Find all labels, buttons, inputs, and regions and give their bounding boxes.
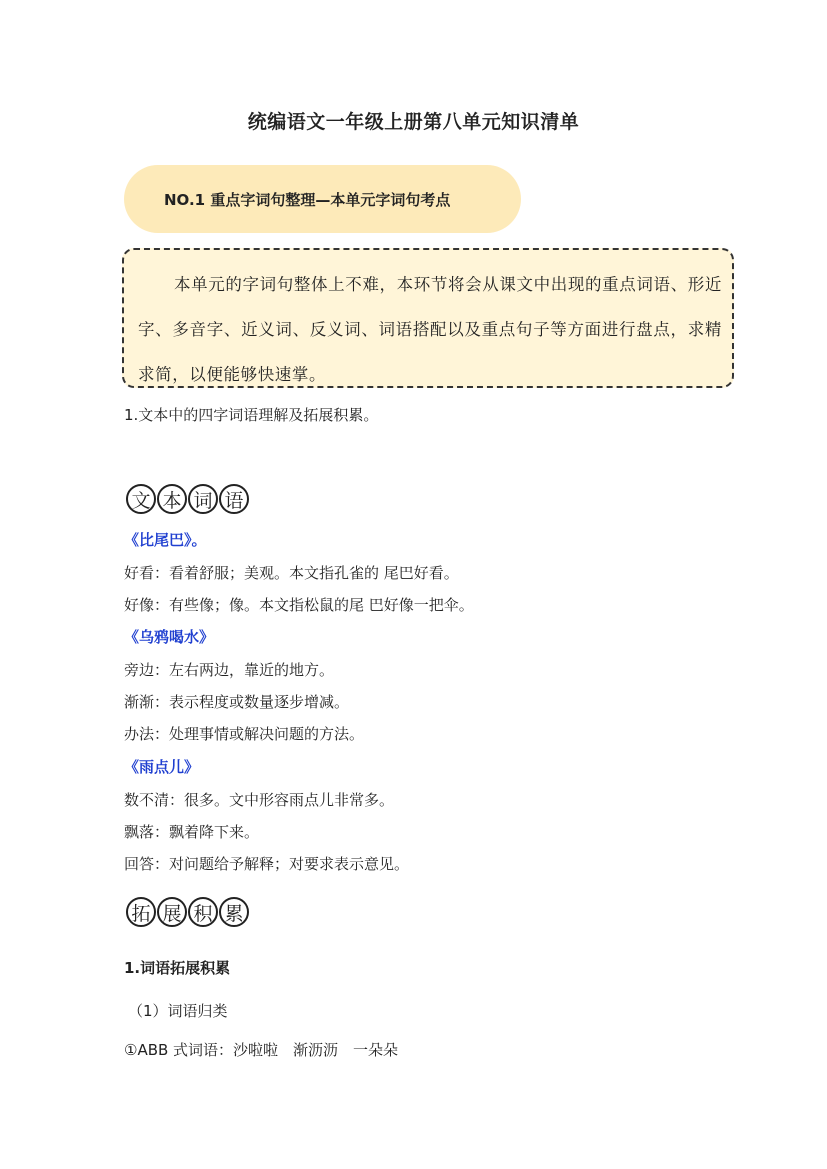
- definition-line: 好看：看着舒服；美观。本文指孔雀的 尾巴好看。: [124, 564, 459, 582]
- definition-line: 办法：处理事情或解决问题的方法。: [124, 725, 365, 743]
- section-title: NO.1 重点字词句整理—本单元字词句考点: [164, 191, 451, 209]
- item-1: 1.文本中的四字词语理解及拓展积累。: [124, 406, 379, 424]
- definition-line: 飘落：飘着降下来。: [124, 823, 260, 841]
- heading-char: 语: [219, 484, 249, 514]
- sub-heading: 1.词语拓展积累: [124, 959, 231, 977]
- heading-char: 累: [219, 897, 249, 927]
- abb-words-line: ①ABB 式词语：沙啦啦 渐沥沥 一朵朵: [124, 1041, 399, 1059]
- definition-line: 旁边：左右两边，靠近的地方。: [124, 661, 335, 679]
- sub-item: （1）词语归类: [128, 1002, 228, 1020]
- definition-line: 好像：有些像；像。本文指松鼠的尾 巴好像一把伞。: [124, 596, 474, 614]
- heading-char: 拓: [126, 897, 156, 927]
- intro-box: 本单元的字词句整体上不难，本环节将会从课文中出现的重点词语、形近字、多音字、近义词、反义词、词语搭配以及重点句子等方面进行盘点，求精求简，以便能够快速掌。: [122, 248, 734, 388]
- heading-char: 积: [188, 897, 218, 927]
- page-title: 统编语文一年级上册第八单元知识清单: [247, 111, 580, 133]
- heading-char: 词: [188, 484, 218, 514]
- heading-char: 展: [157, 897, 187, 927]
- definition-line: 回答：对问题给予解释；对要求表示意见。: [124, 855, 410, 873]
- heading-char: 本: [157, 484, 187, 514]
- heading-char: 文: [126, 484, 156, 514]
- section-banner: [124, 165, 521, 233]
- definition-line: 数不清：很多。文中形容雨点儿非常多。: [124, 791, 395, 809]
- lesson-title: 《比尾巴》。: [124, 531, 207, 549]
- lesson-title: 《乌鸦喝水》: [124, 628, 215, 646]
- heading-extend: [126, 897, 249, 927]
- definition-line: 渐渐：表示程度或数量逐步增减。: [124, 693, 350, 711]
- lesson-title: 《雨点儿》: [124, 758, 200, 776]
- heading-text-words: [126, 484, 249, 514]
